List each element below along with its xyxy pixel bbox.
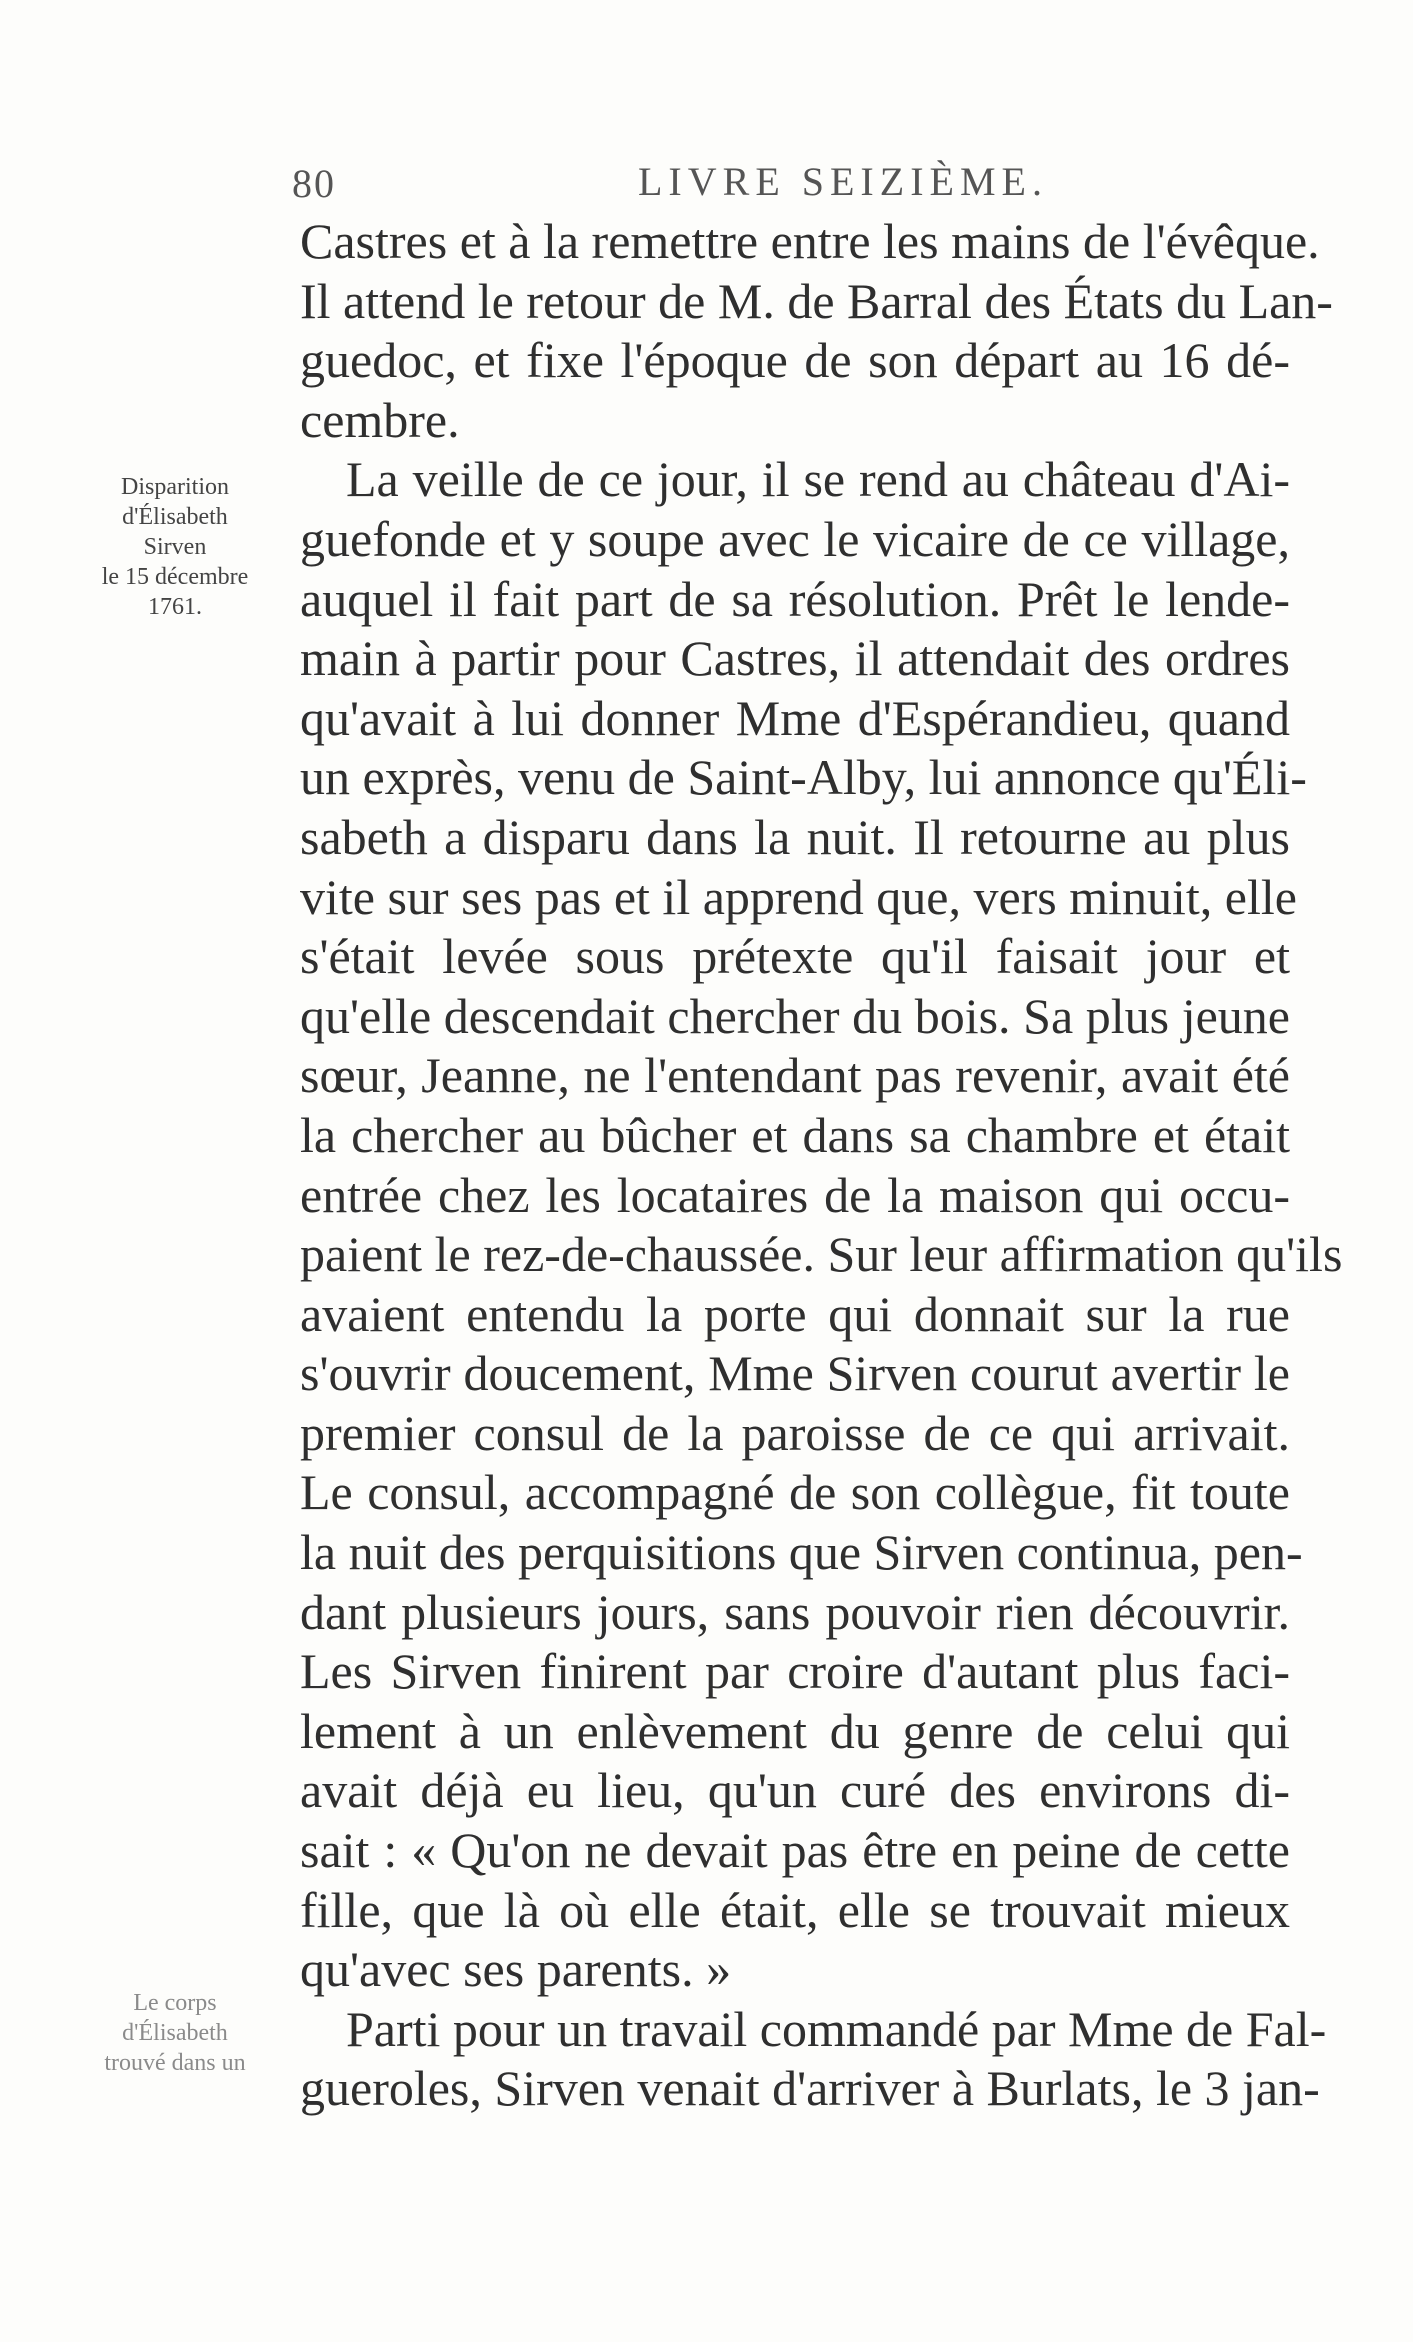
text-line: entrée chez les locataires de la maison qui occu-: [300, 1166, 1290, 1223]
text-line: vite sur ses pas et il apprend que, vers minuit, elle: [300, 868, 1297, 925]
text-line: La veille de ce jour, il se rend au château d'Ai-: [346, 451, 1290, 508]
text-line: s'était levée sous prétexte qu'il faisait jour et: [300, 928, 1290, 985]
body-text: [300, 212, 1343, 2119]
text-line: main à partir pour Castres, il attendait des ordres: [300, 630, 1290, 687]
text-line: guefonde et y soupe avec le vicaire de ce village,: [300, 510, 1290, 567]
text-line: sabeth a disparu dans la nuit. Il retourne au plus: [300, 808, 1290, 865]
text-line: sœur, Jeanne, ne l'entendant pas revenir, avait été: [300, 1047, 1290, 1104]
text-line: fille, que là où elle était, elle se trouvait mieux: [300, 1881, 1290, 1938]
text-line: qu'elle descendait chercher du bois. Sa plus jeune: [300, 987, 1290, 1044]
text-line: guedoc, et fixe l'époque de son départ au 16 dé-: [300, 332, 1290, 389]
margin-note-line: d'Élisabeth: [122, 504, 228, 530]
text-line: premier consul de la paroisse de ce qui arrivait.: [300, 1404, 1290, 1461]
margin-note-line: le 15 décembre: [101, 564, 249, 590]
margin-note-body-found: [95, 1988, 255, 2078]
text-line: qu'avec ses parents. »: [300, 1941, 732, 1998]
text-line: paient le rez-de-chaussée. Sur leur affirmation qu'ils: [300, 1226, 1343, 1283]
text-line: Le consul, accompagné de son collègue, fit toute: [300, 1464, 1290, 1521]
text-line: Les Sirven finirent par croire d'autant plus faci-: [300, 1643, 1290, 1700]
text-line: s'ouvrir doucement, Mme Sirven courut avertir le: [300, 1345, 1290, 1402]
margin-note-line: 1761.: [148, 594, 202, 620]
text-line: un exprès, venu de Saint-Alby, lui annonce qu'Éli-: [300, 749, 1307, 806]
margin-note-disappearance: [95, 472, 255, 622]
text-line: auquel il fait part de sa résolution. Prêt le lende-: [300, 570, 1290, 627]
margin-note-line: Sirven: [143, 534, 207, 560]
text-line: Il attend le retour de M. de Barral des États du Lan-: [300, 272, 1333, 329]
text-line: gueroles, Sirven venait d'arriver à Burlats, le 3 jan-: [300, 2060, 1320, 2117]
text-line: sait : « Qu'on ne devait pas être en peine de cette: [300, 1822, 1290, 1879]
text-line: la chercher au bûcher et dans sa chambre et était: [300, 1106, 1290, 1163]
text-line: avaient entendu la porte qui donnait sur la rue: [300, 1285, 1290, 1342]
margin-note-line: Le corps: [133, 1990, 217, 2016]
text-line: dant plusieurs jours, sans pouvoir rien découvrir.: [300, 1583, 1290, 1640]
text-line: la nuit des perquisitions que Sirven continua, pen-: [300, 1524, 1303, 1581]
text-line: cembre.: [300, 391, 460, 448]
text-line: lement à un enlèvement du genre de celui qui: [300, 1702, 1290, 1759]
text-line: Castres et à la remettre entre les mains de l'évêque.: [300, 213, 1320, 269]
margin-note-line: d'Élisabeth: [122, 2020, 228, 2046]
page-number: 80: [292, 161, 336, 206]
text-line: avait déjà eu lieu, qu'un curé des environs di-: [300, 1762, 1290, 1819]
margin-note-line: trouvé dans un: [104, 2050, 246, 2076]
margin-note-line: Disparition: [121, 474, 229, 500]
text-line: Parti pour un travail commandé par Mme de Fal-: [346, 2000, 1327, 2057]
running-title: LIVRE SEIZIÈME.: [638, 159, 1048, 204]
text-line: qu'avait à lui donner Mme d'Espérandieu, quand: [300, 689, 1290, 746]
